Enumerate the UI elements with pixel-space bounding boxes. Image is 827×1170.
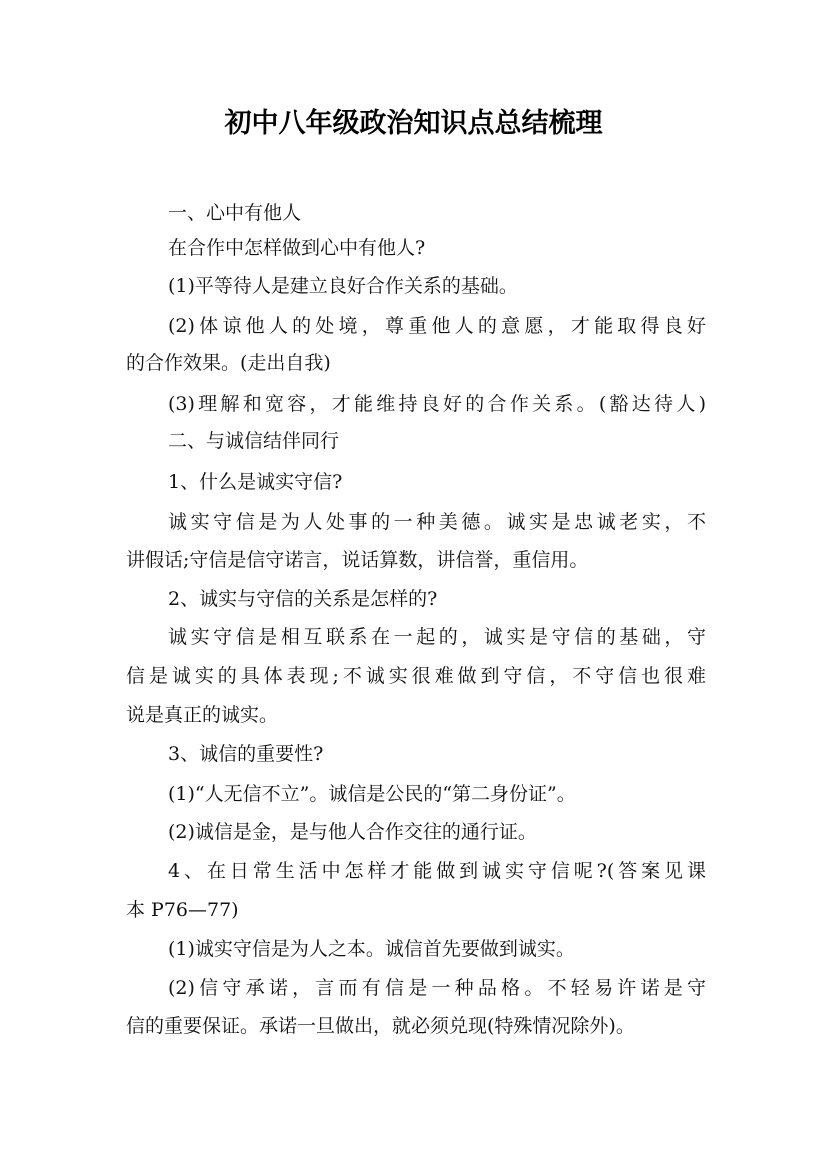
text-line: (1)平等待人是建立良好合作关系的基础。 <box>168 275 518 297</box>
text-line: 信是诚实的具体表现;不诚实很难做到守信，不守信也很难 <box>126 665 706 687</box>
text-line: (3)理解和宽容，才能维持良好的合作关系。(豁达待人) <box>168 393 706 415</box>
text-line: (1)诚实守信是为人之本。诚信首先要做到诚实。 <box>168 938 575 960</box>
section-heading: 一、心中有他人 <box>168 202 302 224</box>
document-title: 初中八年级政治知识点总结梳理 <box>224 108 603 139</box>
section-heading: 二、与诚信结伴同行 <box>168 430 340 452</box>
text-line: 说是真正的诚实。 <box>126 704 279 726</box>
text-line: 信的重要保证。承诺一旦做出，就必须兑现(特殊情况除外)。 <box>126 1015 635 1037</box>
question-line: 4、在日常生活中怎样才能做到诚实守信呢?(答案见课 <box>168 860 706 882</box>
question-line: 1、什么是诚实守信? <box>168 471 343 493</box>
text-line: (2)诚信是金，是与他人合作交往的通行证。 <box>168 821 537 843</box>
text-line: 本 P76—77) <box>126 899 239 921</box>
text-line: (2)体谅他人的处境，尊重他人的意愿，才能取得良好 <box>168 315 706 337</box>
question-line: 3、诚信的重要性? <box>168 743 324 765</box>
text-line: (2)信守承诺，言而有信是一种品格。不轻易许诺是守 <box>168 977 706 999</box>
question-line: 在合作中怎样做到心中有他人? <box>168 237 426 259</box>
question-line: 2、诚实与守信的关系是怎样的? <box>168 588 438 610</box>
text-line: 诚实守信是为人处事的一种美德。诚实是忠诚老实，不 <box>168 511 706 533</box>
text-line: 的合作效果。(走出自我) <box>126 352 331 374</box>
text-line: (1)“人无信不立”。诚信是公民的“第二身份证”。 <box>168 783 576 805</box>
text-line: 诚实守信是相互联系在一起的，诚实是守信的基础，守 <box>168 626 706 648</box>
text-line: 讲假话;守信是信守诺言，说话算数，讲信誉，重信用。 <box>126 549 589 571</box>
